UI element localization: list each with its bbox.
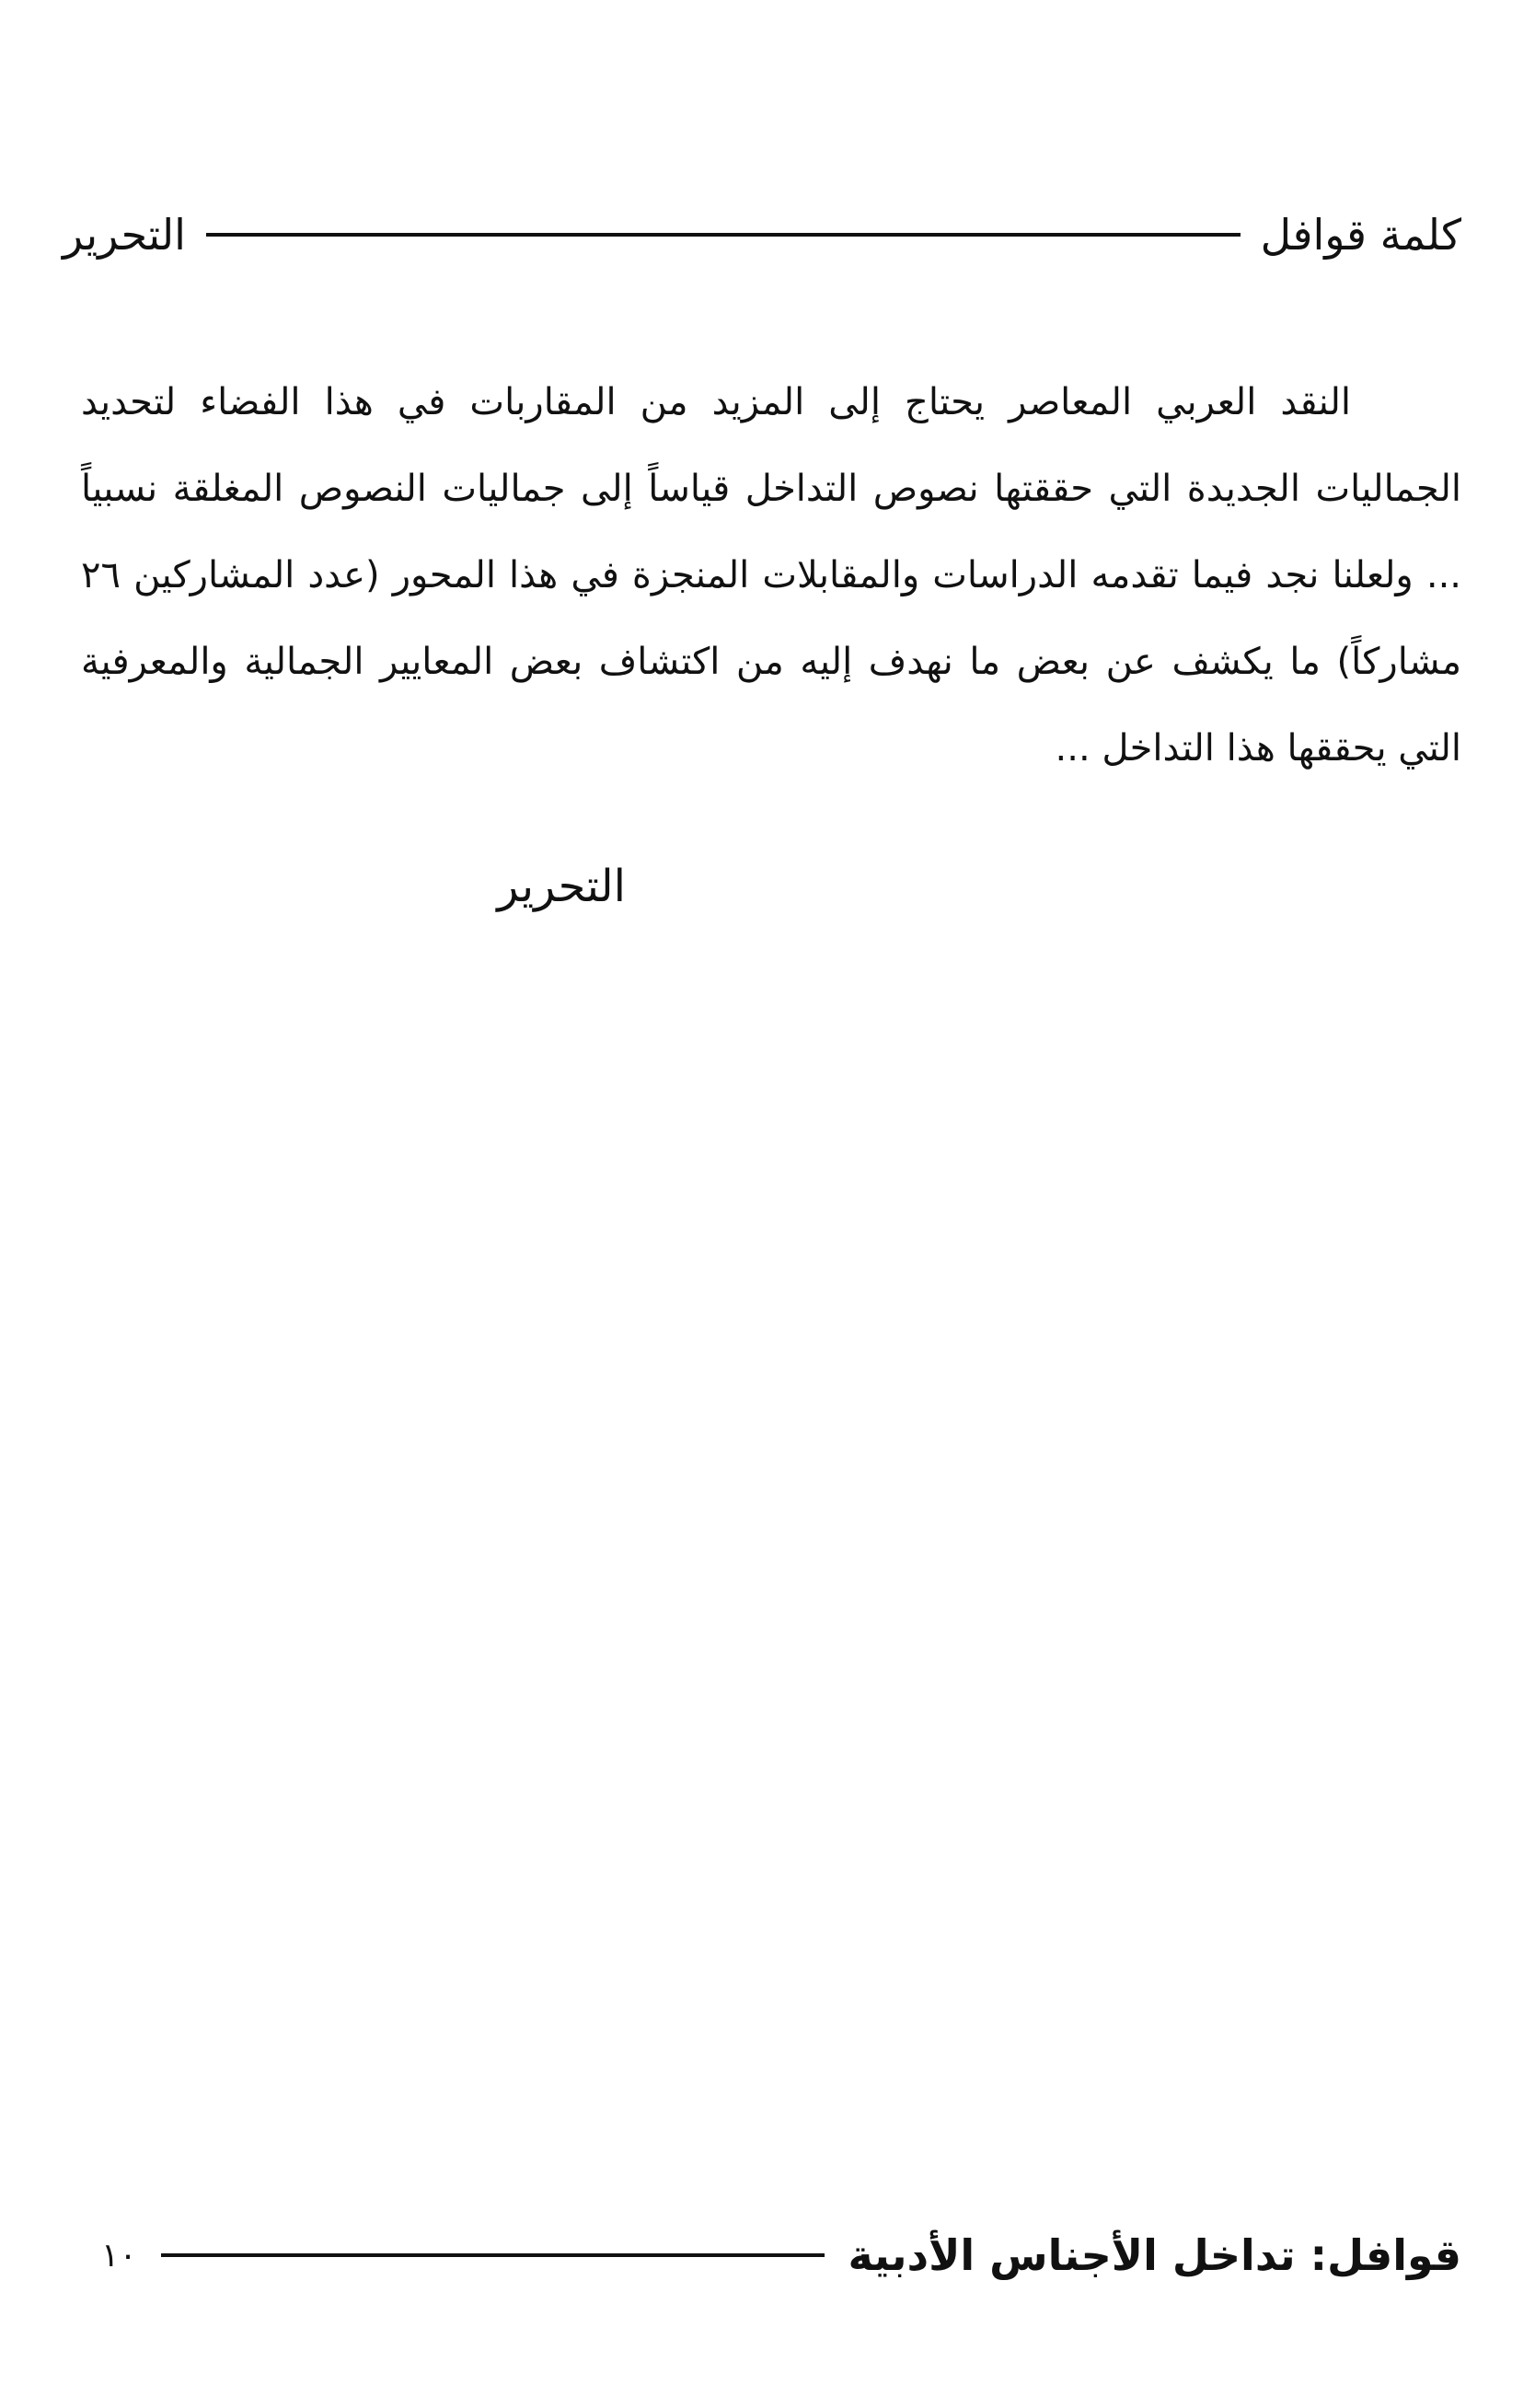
header-author: التحرير — [63, 210, 186, 260]
page-header — [63, 198, 1461, 272]
page-footer — [101, 2218, 1461, 2292]
footer-rule — [161, 2253, 825, 2257]
journal-title: قوافل: تداخل الأجناس الأدبية — [848, 2230, 1461, 2280]
editorial-body — [81, 359, 1461, 792]
editorial-paragraph: النقد العربي المعاصر يحتاج إلى المزيد من المقاربات في هذا الفضاء لتحديد الجماليات الجديدة التي حققتها نصوص التداخل قياساً إلى جماليات النصوص المغلقة نسبياً ... ولعلنا نجد فيما تقدمه الدراسات والمقابلات المنجزة في هذا المحور (عدد المشاركين ٢٦ مشاركاً) ما يكشف عن بعض ما نهدف إليه من اكتشاف بعض المعايير الجمالية والمعرفية التي يحققها هذا التداخل ... — [81, 381, 1461, 770]
section-title: كلمة قوافل — [1260, 210, 1461, 260]
page-number: ١٠ — [101, 2236, 137, 2275]
editorial-signature: التحرير — [497, 861, 626, 912]
header-rule — [206, 233, 1241, 237]
